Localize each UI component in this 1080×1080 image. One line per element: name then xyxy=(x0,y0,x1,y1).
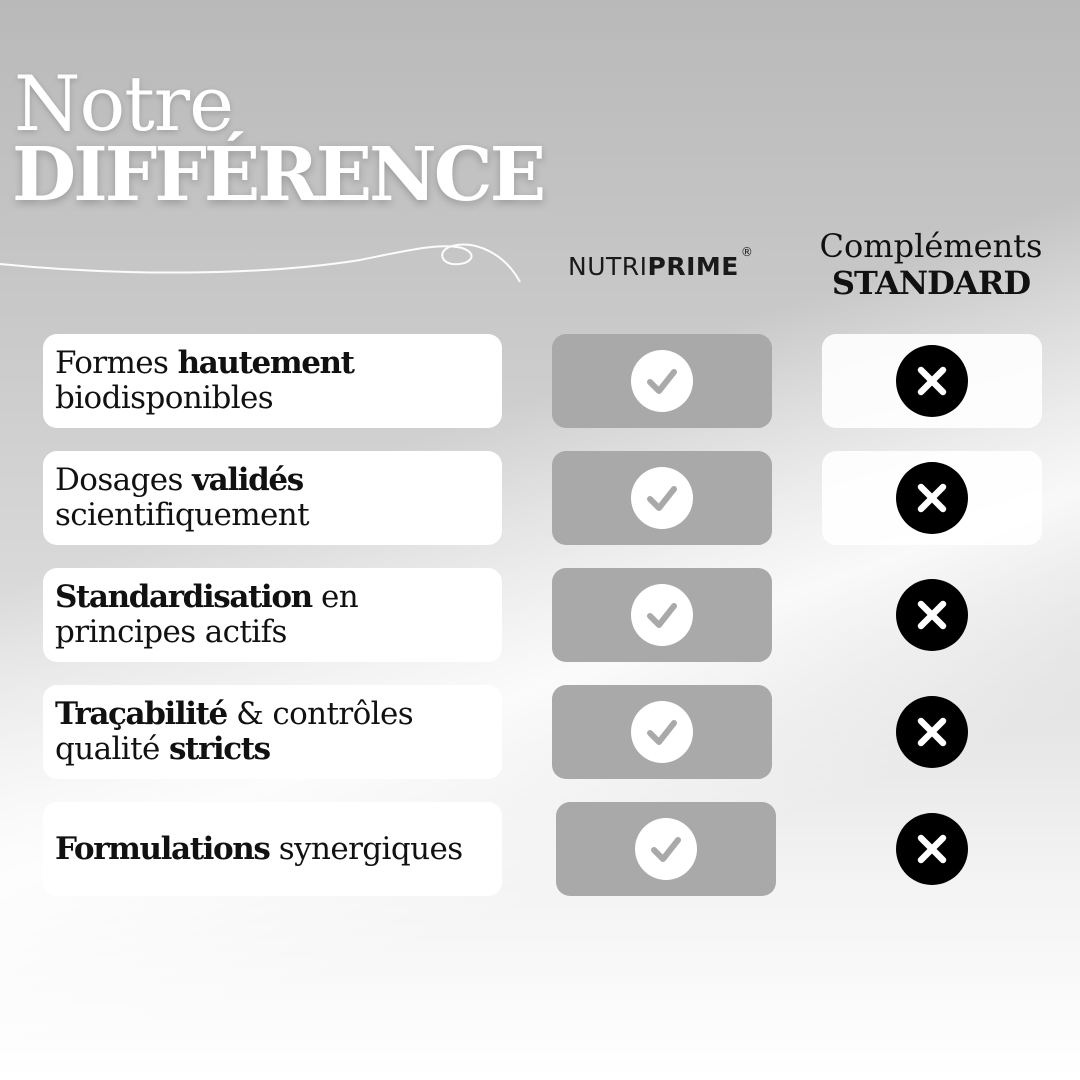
brand-cell xyxy=(552,451,772,545)
row-label-line xyxy=(55,381,502,416)
row-label-text: qualité xyxy=(55,731,169,767)
brand-logo xyxy=(568,244,768,281)
cross-icon xyxy=(896,579,968,651)
row-label-line xyxy=(55,498,502,533)
row-label-text: scientifiquement xyxy=(55,497,309,533)
check-icon xyxy=(635,818,697,880)
row-label-bold: Formulations xyxy=(55,830,270,867)
row-label-line xyxy=(55,580,502,615)
row-label-line xyxy=(55,832,502,867)
check-icon xyxy=(631,584,693,646)
brand-logo-bold: PRIME xyxy=(647,252,739,281)
standard-cell xyxy=(822,685,1042,779)
standard-header-line-1: Compléments xyxy=(819,227,1043,265)
brand-cell xyxy=(556,802,776,896)
standard-column-header xyxy=(800,228,1062,302)
standard-header-line-2: STANDARD xyxy=(831,264,1031,302)
row-label-line xyxy=(55,615,502,650)
row-label xyxy=(43,568,502,662)
cross-icon xyxy=(896,462,968,534)
row-label xyxy=(43,334,502,428)
row-label-line xyxy=(55,463,502,498)
row-label-line xyxy=(55,346,502,381)
comparison-row xyxy=(0,802,1080,896)
standard-cell xyxy=(822,334,1042,428)
row-label xyxy=(43,685,502,779)
row-label-text: principes actifs xyxy=(55,614,287,650)
cross-icon xyxy=(896,345,968,417)
comparison-row xyxy=(0,451,1080,545)
brand-logo-light: NUTRI xyxy=(568,252,648,281)
cross-icon xyxy=(896,696,968,768)
row-label-bold: Standardisation xyxy=(55,579,312,615)
row-label-bold: Traçabilité xyxy=(55,696,227,732)
registered-mark: ® xyxy=(740,244,754,259)
row-label-text: Formes xyxy=(55,345,178,381)
brand-cell xyxy=(552,685,772,779)
standard-cell xyxy=(822,568,1042,662)
standard-cell xyxy=(822,802,1042,896)
row-label xyxy=(43,451,502,545)
row-label xyxy=(43,802,502,896)
row-label-text: synergiques xyxy=(269,830,463,867)
row-label-line xyxy=(55,697,502,732)
row-label-bold: validés xyxy=(192,462,303,498)
comparison-row xyxy=(0,568,1080,662)
row-label-text: Dosages xyxy=(55,462,193,498)
row-label-text: & contrôles xyxy=(226,696,414,732)
check-icon xyxy=(631,350,693,412)
comparison-row xyxy=(0,685,1080,779)
title-line-2: DIFFÉRENCE xyxy=(12,132,544,218)
standard-cell xyxy=(822,451,1042,545)
title-line-1: Notre xyxy=(14,59,234,148)
brand-cell xyxy=(552,568,772,662)
swoosh-decoration xyxy=(0,236,530,296)
comparison-row xyxy=(0,334,1080,428)
cross-icon xyxy=(896,813,968,885)
check-icon xyxy=(631,701,693,763)
row-label-text: en xyxy=(311,579,359,615)
row-label-bold: stricts xyxy=(168,731,270,767)
brand-cell xyxy=(552,334,772,428)
row-label-line xyxy=(55,732,502,767)
row-label-text: biodisponibles xyxy=(55,380,274,416)
row-label-bold: hautement xyxy=(177,345,354,381)
check-icon xyxy=(631,467,693,529)
